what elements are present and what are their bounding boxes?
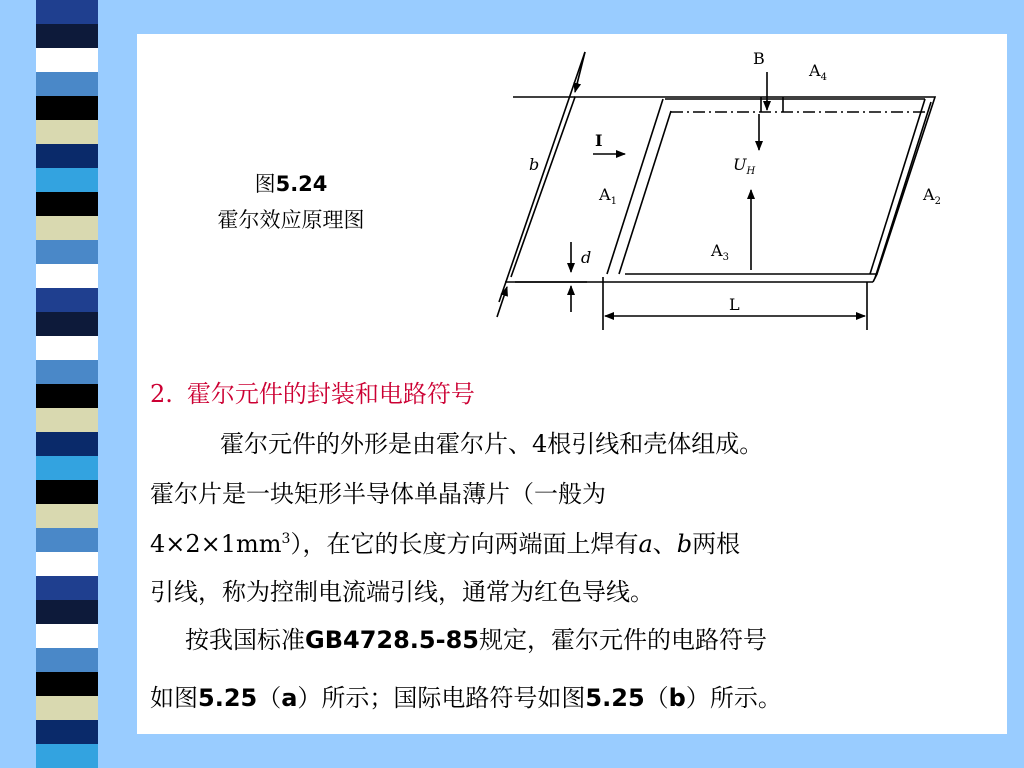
paragraph2-line-2: 如图5.25（a）所示；国际电路符号如图5.25（b）所示。 <box>150 684 782 712</box>
label-A2: $A_2$ <box>923 185 941 207</box>
strip-block <box>36 48 98 72</box>
paragraph-line-2: 霍尔片是一块矩形半导体单晶薄片（一般为 <box>150 480 606 508</box>
strip-block <box>36 312 98 336</box>
strip-block <box>36 264 98 288</box>
strip-block <box>36 408 98 432</box>
inner-left-edge2 <box>619 111 671 274</box>
strip-block <box>36 24 98 48</box>
strip-block <box>36 432 98 456</box>
label-UH: $U_H$ <box>733 155 756 177</box>
inner-left-edge <box>607 99 663 274</box>
paragraph-line-3: $4\times 2\times 1mm^3$），在它的长度方向两端面上焊有a、b两根 <box>150 530 741 558</box>
strip-block <box>36 168 98 192</box>
decorative-strip <box>36 0 98 768</box>
paragraph-line-4: 引线，称为控制电流端引线，通常为红色导线。 <box>150 578 654 606</box>
strip-block <box>36 144 98 168</box>
section-heading: 2. 霍尔元件的封装和电路符号 <box>150 380 475 408</box>
strip-block <box>36 672 98 696</box>
strip-block <box>36 504 98 528</box>
strip-block <box>36 744 98 768</box>
figure-title: 霍尔效应原理图 <box>217 208 365 232</box>
b-arrow-top <box>575 52 585 92</box>
label-A1: $A_1$ <box>599 185 617 207</box>
paragraph-line-1: 霍尔元件的外形是由霍尔片、4根引线和壳体组成。 <box>220 430 764 458</box>
strip-block <box>36 72 98 96</box>
label-L: L <box>729 295 740 314</box>
strip-block <box>36 384 98 408</box>
strip-block <box>36 576 98 600</box>
strip-block <box>36 0 98 24</box>
strip-block <box>36 696 98 720</box>
label-b: b <box>529 155 540 174</box>
figure-number: 图5.24 <box>254 172 328 196</box>
paragraph2-line-1: 按我国标准GB4728.5-85规定，霍尔元件的电路符号 <box>185 626 767 654</box>
strip-block <box>36 360 98 384</box>
strip-block <box>36 480 98 504</box>
figure-caption <box>178 166 404 238</box>
hall-effect-diagram <box>495 42 941 332</box>
b-dim-line <box>499 52 585 302</box>
plate-outline <box>511 97 935 277</box>
strip-block <box>36 120 98 144</box>
label-A4: $A_4$ <box>809 61 827 83</box>
strip-block <box>36 96 98 120</box>
strip-block <box>36 528 98 552</box>
strip-block <box>36 600 98 624</box>
label-A3: $A_3$ <box>711 241 729 263</box>
strip-block <box>36 240 98 264</box>
strip-block <box>36 720 98 744</box>
strip-block <box>36 336 98 360</box>
label-B: B <box>753 49 765 68</box>
label-I: I <box>595 131 603 150</box>
strip-block <box>36 552 98 576</box>
strip-block <box>36 456 98 480</box>
strip-block <box>36 648 98 672</box>
label-d: d <box>581 248 592 267</box>
strip-block <box>36 624 98 648</box>
strip-block <box>36 216 98 240</box>
strip-block <box>36 288 98 312</box>
strip-block <box>36 192 98 216</box>
